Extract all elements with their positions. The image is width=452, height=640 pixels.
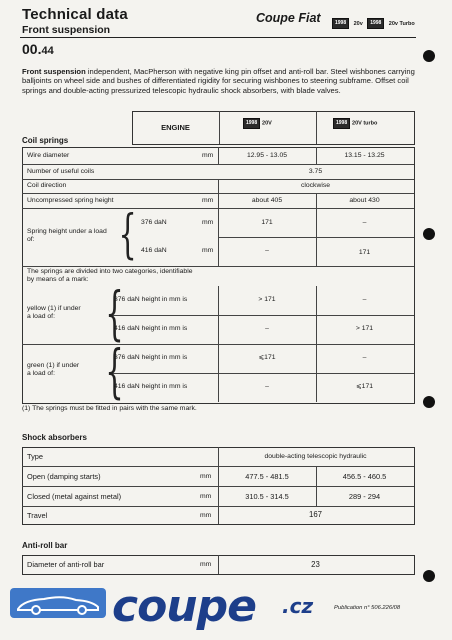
section-code-main: 00.	[22, 41, 42, 57]
yellow-row2-label: 416 daN height in mm is	[114, 325, 188, 332]
engine-col1-badge: 1998	[243, 118, 260, 129]
engine-col2-badge: 1998	[333, 118, 350, 129]
yellow-row1-20v: > 171	[258, 296, 276, 303]
anti-roll-diameter-value: 23	[311, 560, 320, 569]
intro-text: independent, MacPherson with negative king pin offset and anti-roll bar. Steel wishbones carrying balljoints on wheel side and bushes of differentiated rigidity for securing wishbones to steering subframe. Offset coil springs and double-acting pressurized telescopic hydraulic shock absorbers, with blade valves.	[22, 67, 415, 95]
engine-badge-2-suffix: 20v Turbo	[388, 20, 415, 27]
shock-travel-label: Travel	[27, 511, 48, 520]
wire-diameter-label: Wire diameter	[27, 152, 70, 159]
coil-springs-title: Coil springs	[22, 136, 69, 145]
load-416-unit: mm	[202, 247, 214, 254]
engine-badge-1: 1998	[332, 18, 349, 29]
green-row2-label: 416 daN height in mm is	[114, 383, 188, 390]
yellow-row1-turbo: –	[362, 296, 367, 303]
shock-type-label: Type	[27, 452, 44, 461]
shock-absorbers-title: Shock absorbers	[22, 433, 87, 442]
engine-col1	[243, 118, 272, 129]
page-title: Technical data	[22, 6, 128, 23]
intro-lead: Front suspension	[22, 67, 86, 76]
engine-label: ENGINE	[161, 123, 190, 132]
binder-hole-icon	[423, 570, 435, 582]
brace-icon: {	[105, 279, 124, 347]
green-row1-20v: ⩽171	[258, 354, 276, 361]
site-logo-suffix: .cz	[282, 594, 314, 618]
section-code-sub: 44	[41, 45, 54, 57]
coil-direction-value: clockwise	[300, 182, 331, 189]
load-416-label: 416 daN	[141, 247, 167, 254]
brace-icon: {	[105, 337, 124, 405]
load-376-turbo: –	[362, 219, 367, 226]
engine-badges	[332, 15, 415, 33]
car-logo-icon	[10, 588, 106, 618]
yellow-row2-20v: –	[265, 325, 269, 332]
anti-roll-diameter-unit: mm	[200, 561, 212, 568]
engine-col1-suffix: 20V	[262, 120, 272, 127]
green-row2-20v: –	[265, 383, 269, 390]
load-416-20v: –	[265, 247, 269, 254]
binder-hole-icon	[423, 228, 435, 240]
page-subtitle: Front suspension	[22, 24, 111, 36]
categories-note: The springs are divided into two categories, identifiable by means of a mark:	[27, 268, 193, 283]
yellow-mark-label: yellow (1) if under a load of:	[27, 305, 81, 320]
wire-diameter-20v: 12.95 - 13.05	[246, 152, 288, 159]
brace-icon: {	[118, 205, 137, 265]
useful-coils-value: 3.75	[308, 168, 323, 175]
coil-footnote: (1) The springs must be fitted in pairs with the same mark.	[22, 405, 197, 412]
green-mark-label: green (1) if under a load of:	[27, 362, 80, 377]
shock-open-20v: 477.5 - 481.5	[245, 472, 289, 481]
binder-hole-icon	[423, 50, 435, 62]
intro-paragraph	[22, 67, 420, 95]
uncompressed-height-turbo: about 430	[349, 197, 380, 204]
yellow-row1-label: 376 daN height in mm is	[114, 296, 188, 303]
brand-title: Coupe Fiat	[256, 11, 321, 25]
uncompressed-height-label: Uncompressed spring height	[27, 197, 114, 204]
shock-closed-20v: 310.5 - 314.5	[245, 492, 289, 501]
engine-badge-1-suffix: 20v	[353, 20, 363, 27]
shock-closed-turbo: 289 - 294	[348, 492, 381, 501]
shock-open-turbo: 456.5 - 460.5	[342, 472, 387, 481]
section-code	[22, 41, 54, 57]
engine-col2	[333, 118, 377, 129]
publication-number: Publication n° 506.226/08	[334, 605, 401, 611]
coil-direction-label: Coil direction	[27, 182, 67, 189]
anti-roll-bar-title: Anti-roll bar	[22, 541, 68, 550]
site-logo: coupe	[112, 581, 256, 632]
uncompressed-height-unit: mm	[202, 197, 214, 204]
load-416-turbo: 171	[358, 249, 371, 256]
shock-travel-unit: mm	[200, 512, 212, 519]
wire-diameter-unit: mm	[202, 152, 214, 159]
engine-col2-suffix: 20V turbo	[352, 120, 378, 127]
wire-diameter-turbo: 13.15 - 13.25	[344, 152, 385, 159]
green-row1-label: 376 daN height in mm is	[114, 354, 188, 361]
load-376-label: 376 daN	[141, 219, 167, 226]
green-row2-turbo: ⩽171	[355, 383, 374, 390]
yellow-row2-turbo: > 171	[355, 325, 374, 332]
useful-coils-label: Number of useful coils	[27, 168, 95, 175]
shock-travel-value: 167	[308, 510, 322, 519]
green-row1-turbo: –	[362, 354, 367, 361]
binder-hole-icon	[423, 396, 435, 408]
load-376-20v: 171	[261, 219, 273, 226]
shock-open-unit: mm	[200, 473, 212, 480]
spring-height-label: Spring height under a load of:	[27, 228, 107, 243]
shock-open-label: Open (damping starts)	[27, 472, 101, 481]
shock-closed-label: Closed (metal against metal)	[27, 492, 122, 501]
load-376-unit: mm	[202, 219, 214, 226]
anti-roll-diameter-label: Diameter of anti-roll bar	[27, 560, 105, 569]
uncompressed-height-20v: about 405	[251, 197, 283, 204]
shock-type-value: double-acting telescopic hydraulic	[264, 453, 367, 460]
header-rule	[20, 37, 416, 38]
engine-badge-2: 1998	[367, 18, 384, 29]
shock-closed-unit: mm	[200, 493, 212, 500]
